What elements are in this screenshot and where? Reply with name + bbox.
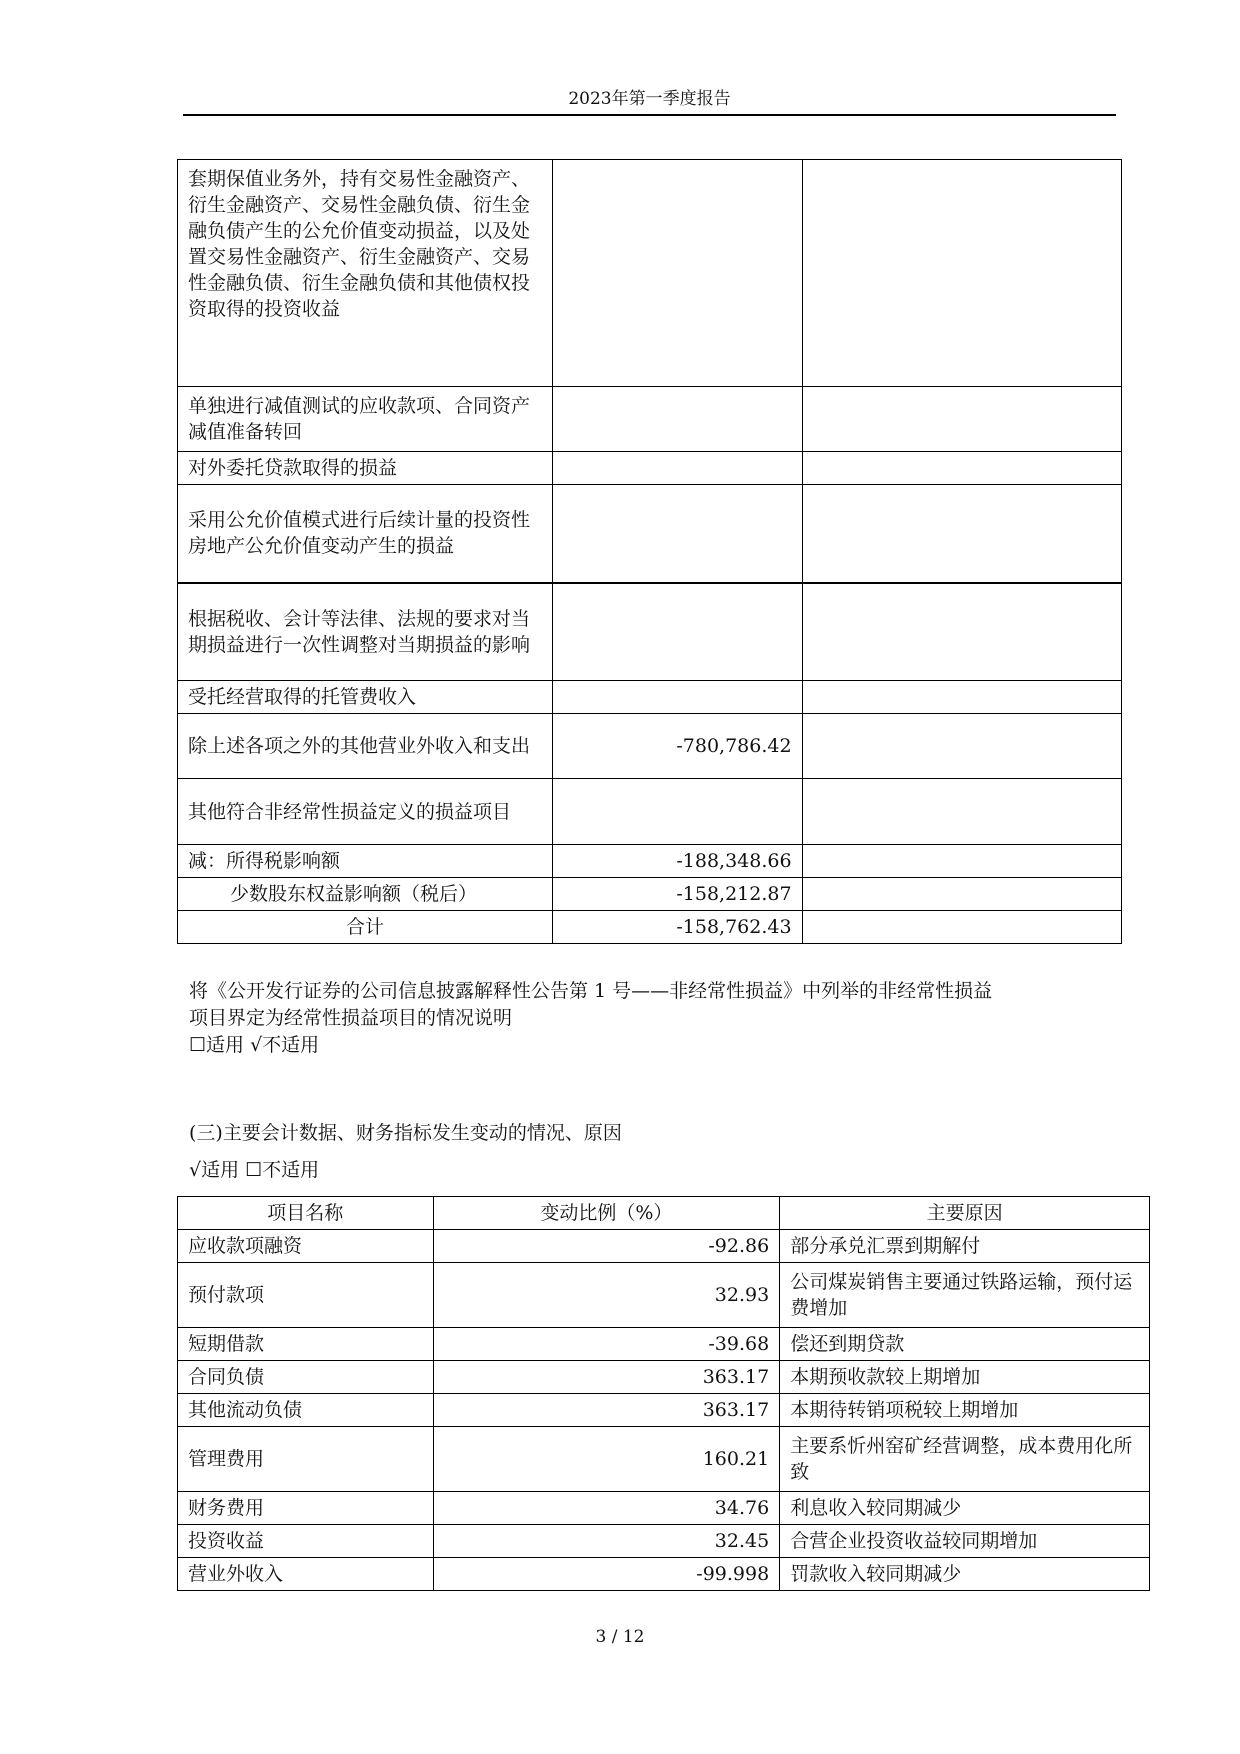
ratio-cell: 363.17 (433, 1394, 780, 1427)
row-label: 其他符合非经常性损益定义的损益项目 (178, 779, 553, 845)
header-reason: 主要原因 (780, 1197, 1150, 1230)
row-amount (553, 452, 803, 485)
row-amount: -188,348.66 (553, 845, 803, 878)
row-note (802, 714, 1121, 779)
table-row (178, 1263, 1150, 1328)
row-amount: -780,786.42 (553, 714, 803, 779)
row-note (802, 845, 1121, 878)
table-row (178, 681, 1122, 714)
page-header: 2023年第一季度报告 (568, 89, 731, 109)
row-amount (553, 485, 803, 583)
row-note (802, 160, 1121, 387)
ratio-cell: 32.93 (433, 1263, 780, 1328)
table-row (178, 160, 1122, 387)
ratio-cell: 363.17 (433, 1361, 780, 1394)
explanation-line-1: 将《公开发行证券的公司信息披露解释性公告第 1 号——非经常性损益》中列举的非经常性损益 (189, 980, 993, 1002)
explanation-checkbox: ☐适用 √不适用 (189, 1034, 320, 1056)
table-row (178, 387, 1122, 452)
row-amount (553, 681, 803, 714)
table-row (178, 878, 1122, 911)
row-amount (553, 387, 803, 452)
reason-cell: 罚款收入较同期减少 (780, 1558, 1150, 1591)
section-title: (三)主要会计数据、财务指标发生变动的情况、原因 (189, 1122, 622, 1144)
reason-cell: 本期预收款较上期增加 (780, 1361, 1150, 1394)
row-note (802, 485, 1121, 583)
row-note (802, 681, 1121, 714)
ratio-cell: -99.998 (433, 1558, 780, 1591)
non-recurring-items-table (177, 159, 1122, 944)
reason-cell: 合营企业投资收益较同期增加 (780, 1525, 1150, 1558)
ratio-cell: 32.45 (433, 1525, 780, 1558)
change-reasons-table (177, 1196, 1150, 1591)
item-cell: 合同负债 (178, 1361, 434, 1394)
reason-cell: 偿还到期贷款 (780, 1328, 1150, 1361)
table-row (178, 583, 1122, 681)
table-row (178, 1492, 1150, 1525)
ratio-cell: -39.68 (433, 1328, 780, 1361)
section-checkbox: √适用 ☐不适用 (189, 1159, 320, 1181)
row-amount: -158,212.87 (553, 878, 803, 911)
explanation-line-2: 项目界定为经常性损益项目的情况说明 (189, 1007, 513, 1029)
reason-cell: 公司煤炭销售主要通过铁路运输，预付运费增加 (780, 1263, 1150, 1328)
row-amount (553, 160, 803, 387)
row-note (802, 779, 1121, 845)
item-cell: 管理费用 (178, 1427, 434, 1492)
ratio-cell: 34.76 (433, 1492, 780, 1525)
table-row (178, 1394, 1150, 1427)
table-row (178, 714, 1122, 779)
table-row (178, 1328, 1150, 1361)
page-number: 3 / 12 (595, 1627, 645, 1647)
item-cell: 财务费用 (178, 1492, 434, 1525)
item-cell: 营业外收入 (178, 1558, 434, 1591)
header-ratio: 变动比例（%） (433, 1197, 780, 1230)
table-row (178, 452, 1122, 485)
table-row (178, 911, 1122, 944)
table-header-row (178, 1197, 1150, 1230)
row-label: 单独进行减值测试的应收款项、合同资产减值准备转回 (178, 387, 553, 452)
row-label: 除上述各项之外的其他营业外收入和支出 (178, 714, 553, 779)
ratio-cell: -92.86 (433, 1230, 780, 1263)
row-note (802, 452, 1121, 485)
row-note (802, 583, 1121, 681)
table-row (178, 1525, 1150, 1558)
total-label: 合计 (178, 911, 553, 944)
reason-cell: 部分承兑汇票到期解付 (780, 1230, 1150, 1263)
table-row (178, 1427, 1150, 1492)
item-cell: 其他流动负债 (178, 1394, 434, 1427)
item-cell: 预付款项 (178, 1263, 434, 1328)
reason-cell: 本期待转销项税较上期增加 (780, 1394, 1150, 1427)
header-item: 项目名称 (178, 1197, 434, 1230)
table-row (178, 845, 1122, 878)
row-note (802, 911, 1121, 944)
total-amount: -158,762.43 (553, 911, 803, 944)
row-label: 受托经营取得的托管费收入 (178, 681, 553, 714)
row-amount (553, 779, 803, 845)
row-label: 减：所得税影响额 (178, 845, 553, 878)
table-row (178, 779, 1122, 845)
table-row (178, 1558, 1150, 1591)
row-label: 根据税收、会计等法律、法规的要求对当期损益进行一次性调整对当期损益的影响 (178, 583, 553, 681)
row-label: 对外委托贷款取得的损益 (178, 452, 553, 485)
row-label: 采用公允价值模式进行后续计量的投资性房地产公允价值变动产生的损益 (178, 485, 553, 583)
row-note (802, 387, 1121, 452)
row-amount (553, 583, 803, 681)
row-note (802, 878, 1121, 911)
table-row (178, 1230, 1150, 1263)
table-row (178, 1361, 1150, 1394)
row-label: 套期保值业务外，持有交易性金融资产、衍生金融资产、交易性金融负债、衍生金融负债产生的公允价值变动损益，以及处置交易性金融资产、衍生金融资产、交易性金融负债、衍生金融负债和其他债权投资取得的投资收益 (178, 160, 553, 387)
item-cell: 短期借款 (178, 1328, 434, 1361)
item-cell: 应收款项融资 (178, 1230, 434, 1263)
reason-cell: 主要系忻州窑矿经营调整，成本费用化所致 (780, 1427, 1150, 1492)
item-cell: 投资收益 (178, 1525, 434, 1558)
reason-cell: 利息收入较同期减少 (780, 1492, 1150, 1525)
header-rule (183, 114, 1116, 116)
ratio-cell: 160.21 (433, 1427, 780, 1492)
table-row (178, 485, 1122, 583)
row-label: 少数股东权益影响额（税后） (178, 878, 553, 911)
